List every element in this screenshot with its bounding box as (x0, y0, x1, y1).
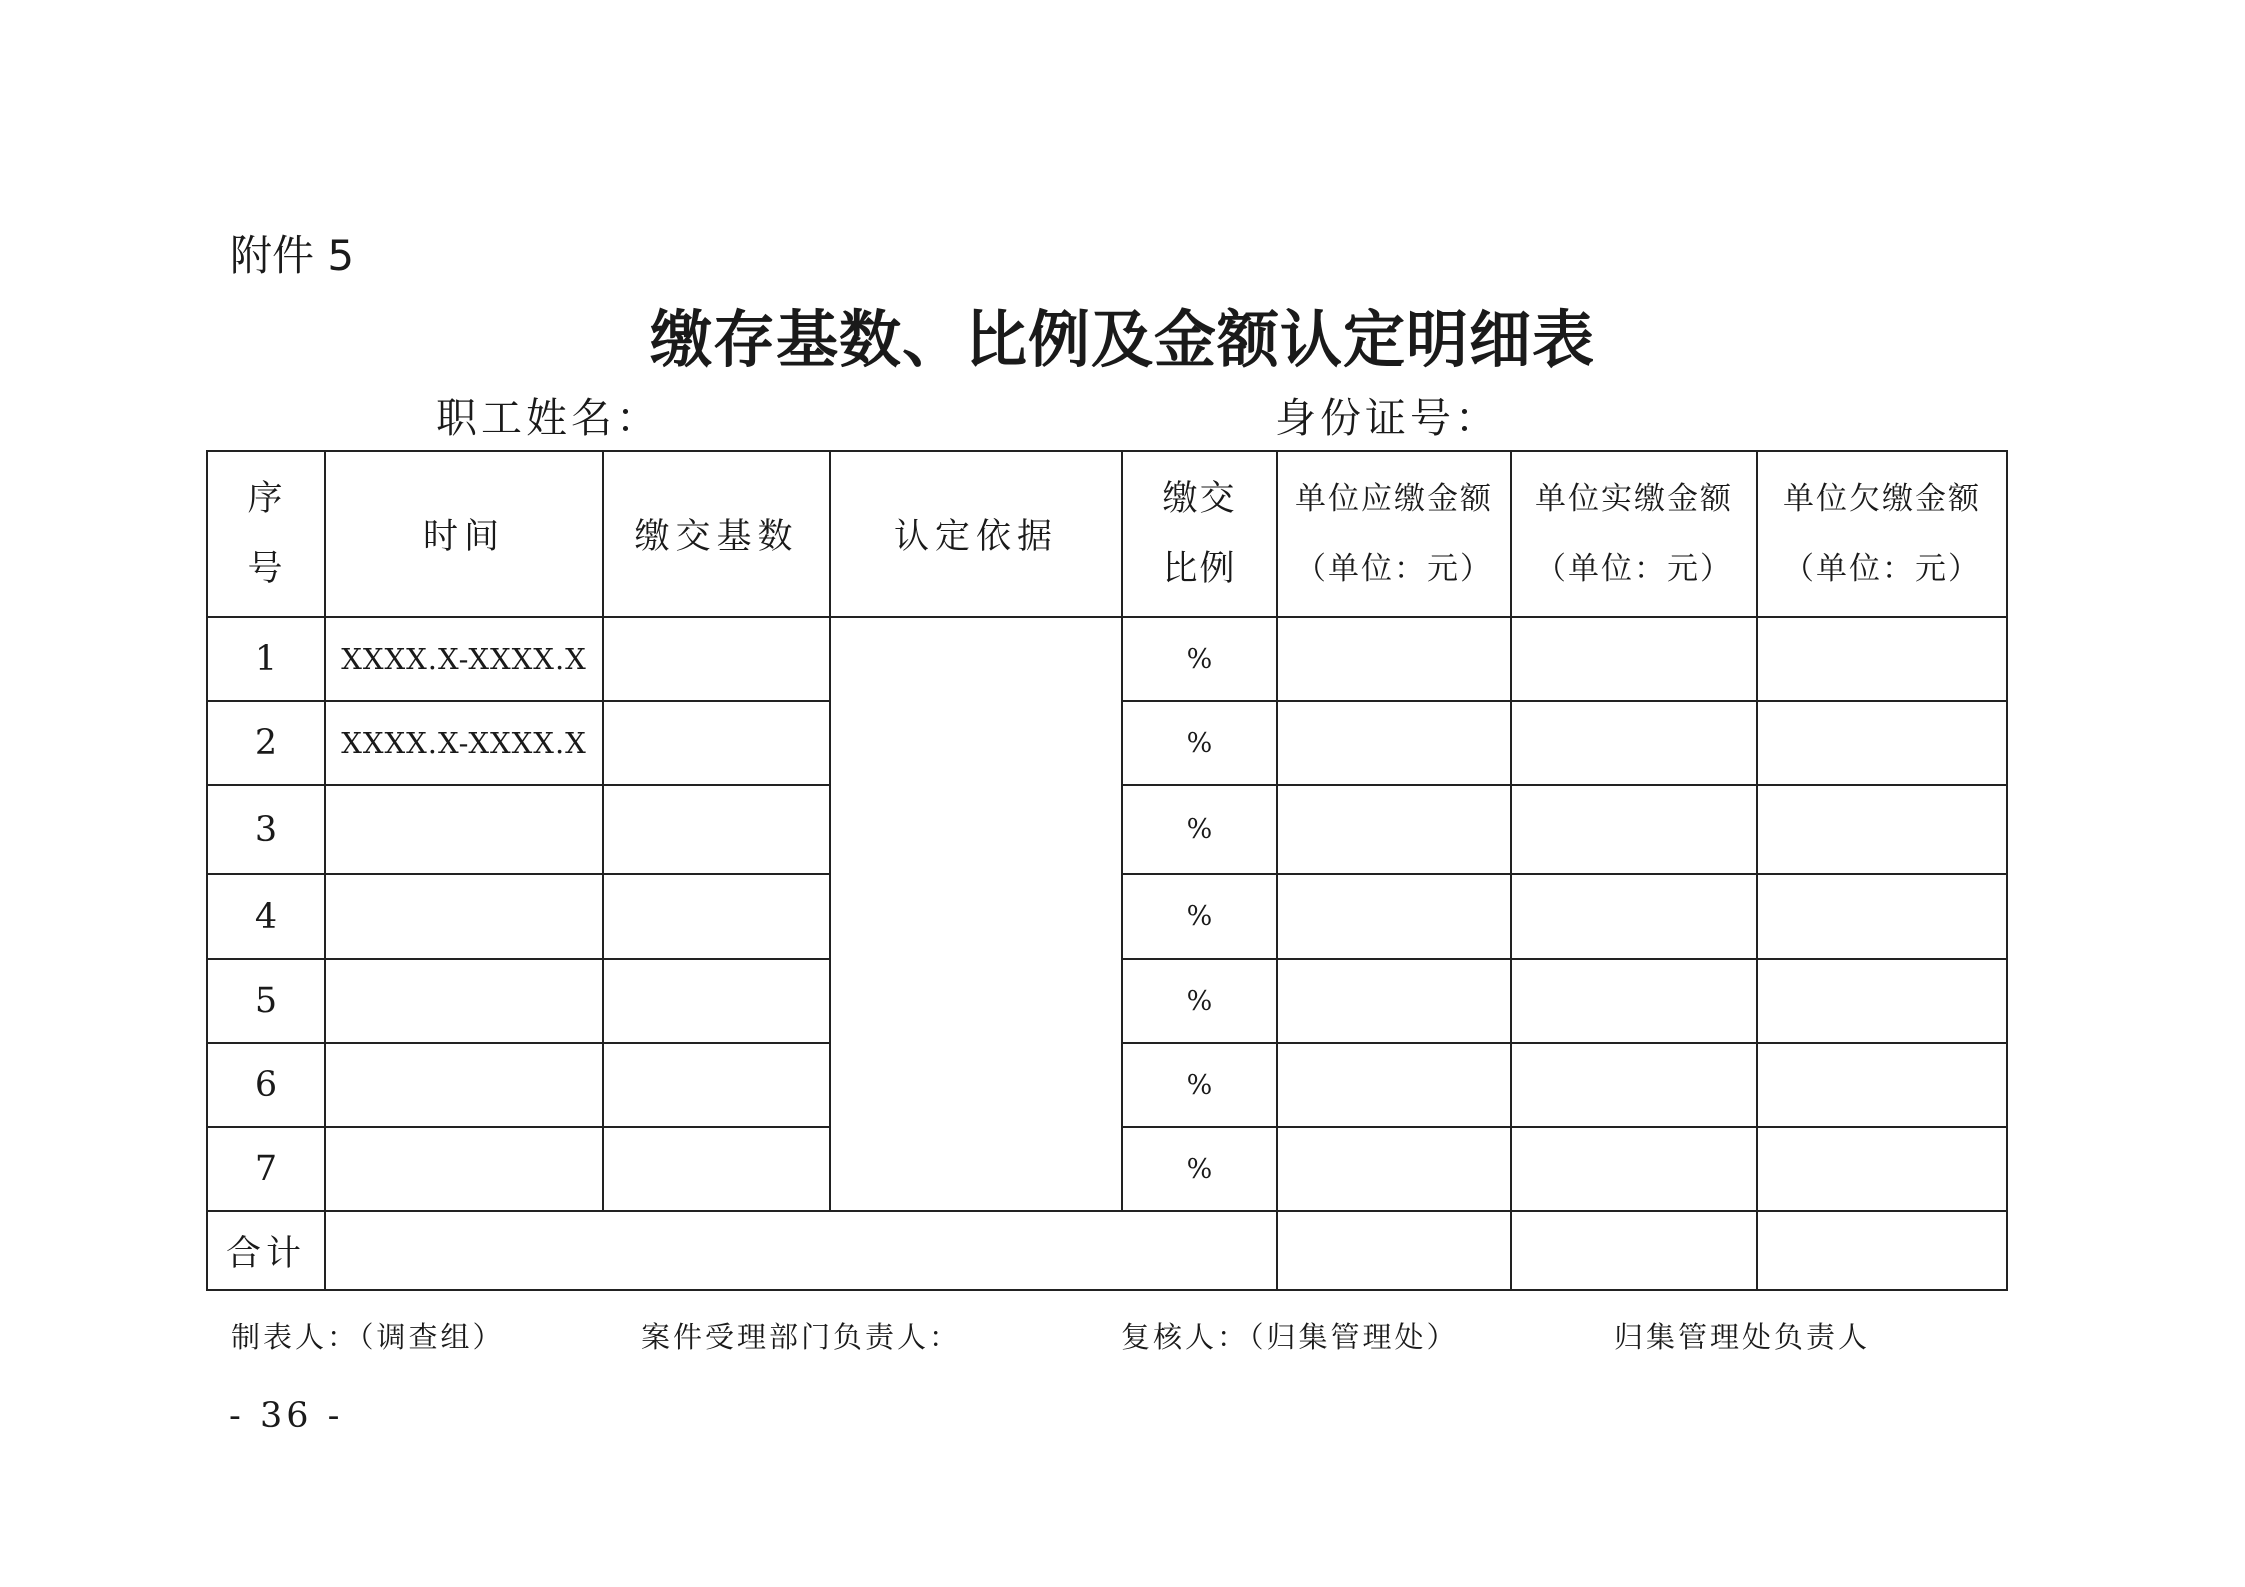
attachment-label: 附件 5 (230, 231, 355, 280)
collection-head-label: 归集管理处负责人 (1614, 1320, 1871, 1354)
row-payable (1277, 701, 1511, 785)
row-arrears (1757, 1043, 2007, 1127)
row-payable (1277, 1043, 1511, 1127)
total-row (207, 1211, 2007, 1290)
row-arrears (1757, 701, 2007, 785)
row-arrears (1757, 959, 2007, 1043)
row-period (325, 1043, 603, 1127)
header-row (207, 451, 2007, 617)
row-seq: 6 (207, 1043, 325, 1127)
row-ratio: % (1122, 1043, 1277, 1127)
row-paid (1511, 874, 1757, 959)
row-ratio: % (1122, 959, 1277, 1043)
row-period (325, 785, 603, 874)
row-base (603, 874, 830, 959)
row-period (325, 1127, 603, 1211)
total-arrears (1757, 1211, 2007, 1290)
row-ratio: % (1122, 785, 1277, 874)
row-ratio: % (1122, 874, 1277, 959)
total-payable (1277, 1211, 1511, 1290)
row-ratio: % (1122, 701, 1277, 785)
row-base (603, 617, 830, 701)
row-payable (1277, 785, 1511, 874)
detail-table (206, 450, 2008, 1291)
row-base (603, 785, 830, 874)
table-row (207, 617, 2007, 701)
row-seq: 7 (207, 1127, 325, 1211)
row-seq: 1 (207, 617, 325, 701)
row-arrears (1757, 785, 2007, 874)
row-paid (1511, 1043, 1757, 1127)
header-payable: 单位应缴金额 （单位：元） (1277, 451, 1511, 617)
basis-cell (830, 617, 1122, 1211)
row-arrears (1757, 1127, 2007, 1211)
total-label: 合计 (207, 1211, 325, 1290)
row-period (325, 959, 603, 1043)
page-number: - 36 - (229, 1396, 344, 1436)
row-paid (1511, 785, 1757, 874)
header-base: 缴交基数 (603, 451, 830, 617)
row-base (603, 1127, 830, 1211)
row-seq: 5 (207, 959, 325, 1043)
row-arrears (1757, 617, 2007, 701)
row-paid (1511, 617, 1757, 701)
row-payable (1277, 874, 1511, 959)
row-base (603, 959, 830, 1043)
row-payable (1277, 959, 1511, 1043)
row-payable (1277, 1127, 1511, 1211)
row-base (603, 1043, 830, 1127)
row-seq: 3 (207, 785, 325, 874)
employee-name-label: 职工姓名： (436, 394, 661, 442)
header-arrears: 单位欠缴金额 （单位：元） (1757, 451, 2007, 617)
header-paid: 单位实缴金额 （单位：元） (1511, 451, 1757, 617)
total-blank (325, 1211, 1277, 1290)
row-ratio: % (1122, 617, 1277, 701)
case-dept-head-label: 案件受理部门负责人： (641, 1320, 962, 1354)
total-paid (1511, 1211, 1757, 1290)
row-paid (1511, 1127, 1757, 1211)
header-seq: 序 号 (207, 451, 325, 617)
row-paid (1511, 959, 1757, 1043)
header-basis: 认定依据 (830, 451, 1122, 617)
row-seq: 4 (207, 874, 325, 959)
reviewer-label: 复核人：（归集管理处） (1121, 1320, 1459, 1354)
row-arrears (1757, 874, 2007, 959)
id-number-label: 身份证号： (1275, 394, 1500, 442)
document-title: 缴存基数、比例及金额认定明细表 (649, 303, 1595, 376)
row-base (603, 701, 830, 785)
header-period: 时间 (325, 451, 603, 617)
row-payable (1277, 617, 1511, 701)
row-period: XXXX.X-XXXX.X (325, 617, 603, 701)
row-seq: 2 (207, 701, 325, 785)
row-ratio: % (1122, 1127, 1277, 1211)
row-period (325, 874, 603, 959)
header-ratio: 缴交 比例 (1122, 451, 1277, 617)
row-period: XXXX.X-XXXX.X (325, 701, 603, 785)
row-paid (1511, 701, 1757, 785)
preparer-label: 制表人：（调查组） (231, 1320, 505, 1354)
